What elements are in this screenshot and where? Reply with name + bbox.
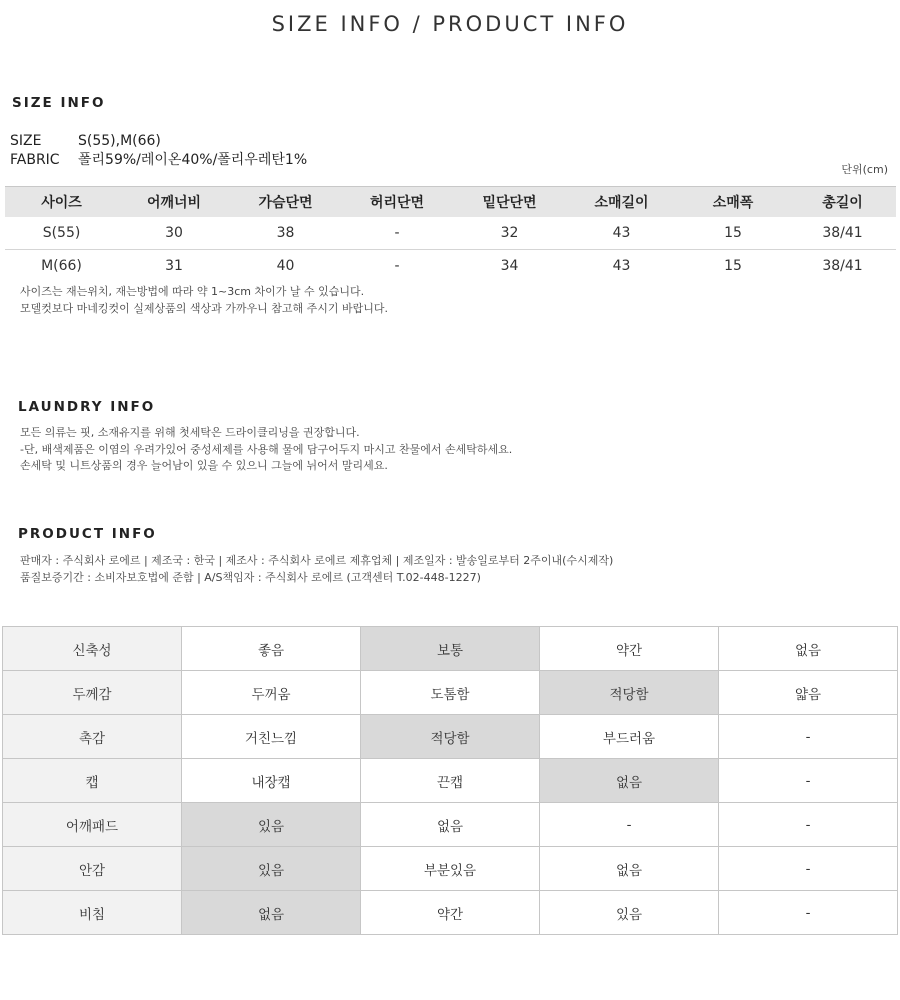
column-header: 총길이 <box>789 187 896 218</box>
attribute-option: - <box>719 891 898 935</box>
laundry-note-line: -단, 배색제품은 이염의 우려가있어 중성세제를 사용해 물에 담구어두지 마시고 찬물에서 손세탁하세요. <box>20 442 513 456</box>
attribute-option-selected: 있음 <box>182 803 361 847</box>
attribute-row <box>3 759 898 803</box>
attribute-option: - <box>719 759 898 803</box>
attribute-label: 안감 <box>3 847 182 891</box>
table-cell: 43 <box>566 217 677 250</box>
attribute-option: 약간 <box>540 627 719 671</box>
attribute-option: 도톰함 <box>361 671 540 715</box>
product-info-heading: PRODUCT INFO <box>18 526 157 542</box>
table-row <box>5 250 896 283</box>
attribute-row <box>3 671 898 715</box>
attribute-option: 부분있음 <box>361 847 540 891</box>
attribute-option: 없음 <box>540 847 719 891</box>
table-cell: 40 <box>276 258 295 274</box>
attribute-option: 끈캡 <box>361 759 540 803</box>
table-cell: 30 <box>118 217 230 250</box>
attribute-option: - <box>719 715 898 759</box>
attribute-row <box>3 891 898 935</box>
attribute-option: 두꺼움 <box>182 671 361 715</box>
attribute-row <box>3 627 898 671</box>
attribute-label: 신축성 <box>3 627 182 671</box>
table-cell: - <box>394 258 400 274</box>
laundry-note-line: 모든 의류는 핏, 소재유지를 위해 첫세탁은 드라이클리닝을 권장합니다. <box>20 426 360 439</box>
table-row <box>5 217 896 250</box>
column-header: 가슴단면 <box>230 187 341 218</box>
column-header: 사이즈 <box>5 187 118 218</box>
column-header: 소매길이 <box>566 187 677 218</box>
attribute-option: - <box>540 803 719 847</box>
attribute-label: 비침 <box>3 891 182 935</box>
fabric-value: 폴리59%/레이온40%/폴리우레탄1% <box>78 152 308 168</box>
size-info-heading: SIZE INFO <box>12 95 106 111</box>
column-header: 밑단단면 <box>453 187 566 218</box>
product-note-line: 품질보증기간 : 소비자보호법에 준함 | A/S책임자 : 주식회사 로에르 (고객센터 T.02-448-1227) <box>20 570 481 584</box>
size-notes <box>20 284 388 317</box>
attribute-option: 좋음 <box>182 627 361 671</box>
attribute-option: 있음 <box>540 891 719 935</box>
unit-label: 단위(cm) <box>841 163 888 176</box>
size-note-line: 모델컷보다 마네킹컷이 실제상품의 색상과 가까우니 참고해 주시기 바랍니다. <box>20 301 389 315</box>
attribute-option: 얇음 <box>719 671 898 715</box>
table-cell: 43 <box>612 258 631 274</box>
size-note-line: 사이즈는 재는위치, 재는방법에 따라 약 1~3cm 차이가 날 수 있습니다. <box>20 285 365 298</box>
attribute-option: 내장캡 <box>182 759 361 803</box>
table-cell: 31 <box>165 258 183 274</box>
size-table-header <box>5 187 896 218</box>
table-cell: 38/41 <box>789 217 896 250</box>
size-value: S(55),M(66) <box>78 133 161 149</box>
table-cell: S(55) <box>5 217 118 250</box>
attribute-grid <box>2 626 898 935</box>
table-cell: 32 <box>453 217 566 250</box>
laundry-note-line: 손세탁 및 니트상품의 경우 늘어남이 있을 수 있으니 그늘에 뉘어서 말리세요. <box>20 459 388 472</box>
attribute-option-selected: 없음 <box>540 759 719 803</box>
attribute-option-selected: 적당함 <box>540 671 719 715</box>
page-title: SIZE INFO / PRODUCT INFO <box>271 12 629 36</box>
table-cell: 38 <box>230 217 341 250</box>
attribute-label: 캡 <box>3 759 182 803</box>
column-header: 허리단면 <box>341 187 453 218</box>
table-cell: 15 <box>724 258 742 274</box>
attribute-option: 없음 <box>719 627 898 671</box>
attribute-row <box>3 847 898 891</box>
size-table <box>5 186 896 282</box>
table-cell: M(66) <box>41 258 82 274</box>
table-cell: 15 <box>677 217 789 250</box>
attribute-option-selected: 없음 <box>182 891 361 935</box>
attribute-option: 약간 <box>361 891 540 935</box>
laundry-info-heading: LAUNDRY INFO <box>18 399 156 415</box>
size-spec-line <box>10 133 161 149</box>
attribute-label: 촉감 <box>3 715 182 759</box>
table-cell: - <box>341 217 453 250</box>
attribute-row <box>3 715 898 759</box>
table-cell: 34 <box>500 258 519 274</box>
attribute-row <box>3 803 898 847</box>
attribute-option: 없음 <box>361 803 540 847</box>
attribute-option: 거친느낌 <box>182 715 361 759</box>
column-header: 어깨너비 <box>118 187 230 218</box>
attribute-option: 부드러움 <box>540 715 719 759</box>
size-label: SIZE <box>10 133 42 149</box>
fabric-label: FABRIC <box>10 152 60 168</box>
attribute-label: 어깨패드 <box>3 803 182 847</box>
laundry-notes <box>20 425 512 475</box>
attribute-option-selected: 있음 <box>182 847 361 891</box>
table-cell: 38/41 <box>822 258 863 274</box>
attribute-option-selected: 적당함 <box>361 715 540 759</box>
product-note-line: 판매자 : 주식회사 로에르 | 제조국 : 한국 | 제조사 : 주식회사 로에르 제휴업체 | 제조일자 : 발송일로부터 2주이내(수시제작) <box>20 554 614 567</box>
product-notes <box>20 553 613 586</box>
column-header: 소매폭 <box>677 187 789 218</box>
attribute-option-selected: 보통 <box>361 627 540 671</box>
fabric-spec-line <box>10 149 307 169</box>
attribute-label: 두께감 <box>3 671 182 715</box>
attribute-option: - <box>719 803 898 847</box>
attribute-option: - <box>719 847 898 891</box>
